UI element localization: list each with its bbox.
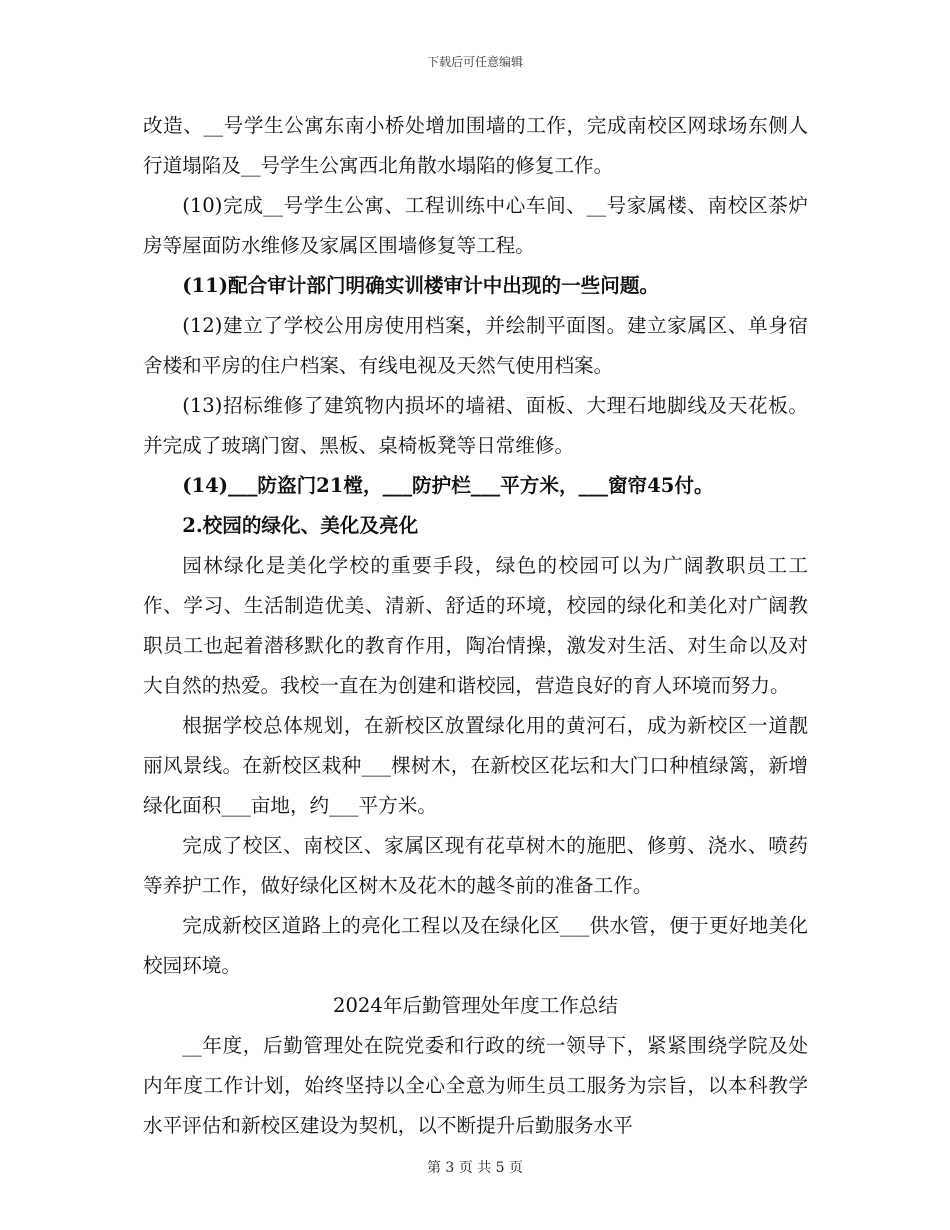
page-header: 下载后可任意编辑 (426, 55, 523, 69)
section-heading: 2.校园的绿化、美化及亮化 (182, 514, 419, 537)
paragraph-lighting: 完成新校区道路上的亮化工程以及在绿化区___供水管，便于更好地美化校园环境。 (143, 914, 808, 977)
list-item-13: (13)招标维修了建筑物内损坏的墙裙、面板、大理石地脚线及天花板。并完成了玻璃门窗、黑板、桌椅板凳等日常维修。 (143, 394, 808, 457)
paragraph-maintenance: 完成了校区、南校区、家属区现有花草树木的施肥、修剪、浇水、喷药等养护工作，做好绿化区树木及花木的越冬前的准备工作。 (143, 834, 808, 897)
paragraph-greening-intro: 园林绿化是美化学校的重要手段，绿色的校园可以为广阔教职员工工作、学习、生活制造优美、清新、舒适的环境，校园的绿化和美化对广阔教职员工也起着潜移默化的教育作用，陶冶情操，激发对生活、对生命以及对大自然的热爱。我校一直在为创建和谐校园，营造良好的育人环境而努力。 (143, 554, 808, 697)
paragraph-planning: 根据学校总体规划，在新校区放置绿化用的黄河石，成为新校区一道靓丽风景线。在新校区栽种___棵树木，在新校区花坛和大门口种植绿篱，新增绿化面积___亩地，约___平方米。 (143, 714, 808, 817)
paragraph-summary-intro: __年度，后勤管理处在院党委和行政的统一领导下，紧紧围绕学院及处内年度工作计划，始终坚持以全心全意为师生员工服务为宗旨，以本科教学水平评估和新校区建设为契机，以不断提升后勤服务水平 (143, 1034, 808, 1137)
list-item-12: (12)建立了学校公用房使用档案，并绘制平面图。建立家属区、单身宿舍楼和平房的住户档案、有线电视及天然气使用档案。 (143, 314, 808, 377)
list-item-10: (10)完成__号学生公寓、工程训练中心车间、__号家属楼、南校区茶炉房等屋面防水维修及家属区围墙修复等工程。 (143, 194, 808, 257)
list-item-14: (14)___防盗门21樘，___防护栏___平方米，___窗帘45付。 (182, 474, 714, 497)
paragraph-continuation: 改造、__号学生公寓东南小桥处增加围墙的工作，完成南校区网球场东侧人行道塌陷及__号学生公寓西北角散水塌陷的修复工作。 (143, 114, 808, 177)
list-item-11: (11)配合审计部门明确实训楼审计中出现的一些问题。 (182, 274, 660, 297)
document-body (143, 106, 808, 1146)
page-footer: 第 3 页 共 5 页 (426, 1160, 524, 1176)
document-title: 2024年后勤管理处年度工作总结 (333, 994, 618, 1017)
